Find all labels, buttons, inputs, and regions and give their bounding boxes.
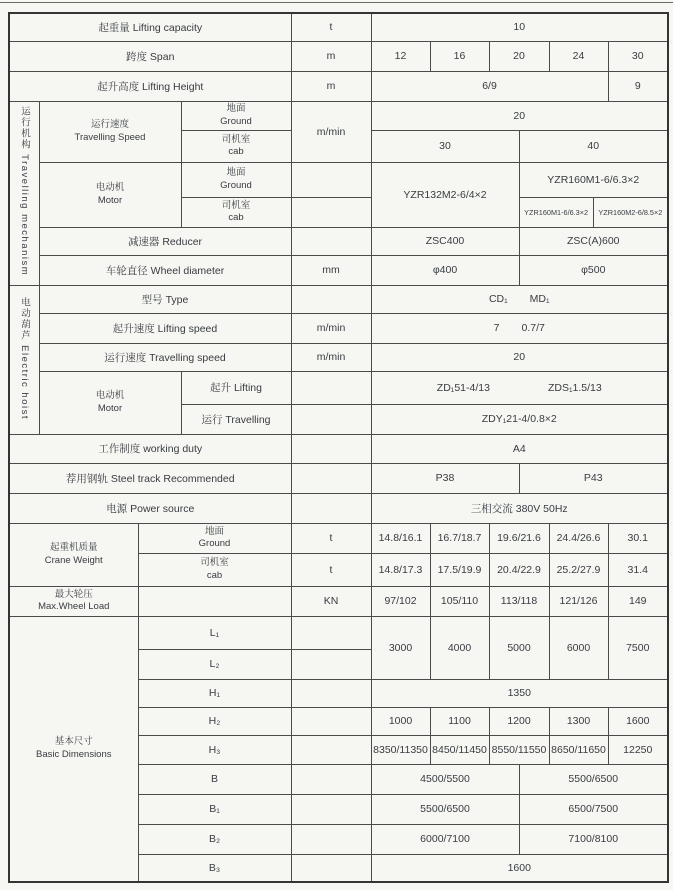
wheel-diameter-left-value: φ400 [371,255,519,285]
crane-weight-label-en: Crane Weight [44,554,103,566]
dim-h3-value: 8550/11550 [489,735,549,764]
lifting-height-label: 起升高度 Lifting Height [9,71,291,101]
power-source-label: 电源 Power source [9,493,291,523]
cab-sublabel-en: cab [206,569,223,581]
max-wheel-load-label-en: Max.Wheel Load [38,601,110,612]
section-electric-hoist [9,285,39,434]
crane-weight-cab-value: 14.8/17.3 [371,553,430,586]
empty-unit-cell [291,649,371,679]
dim-h2-value: 1300 [549,707,608,735]
crane-weight-cab-value: 31.4 [608,553,668,586]
crane-weight-label-zh: 起重机质量 [49,542,98,554]
working-duty-value: A4 [371,434,668,463]
travel-motor-right-bottom-left-value: YZR160M1-6/6.3×2 [524,207,589,217]
ground-sublabel-zh: 地面 [204,525,224,537]
basic-dimensions-label-en: Basic Dimensions [36,748,112,760]
travel-motor-left-value: YZR132M2-6/4×2 [371,162,519,227]
empty-unit-cell [291,616,371,649]
lifting-height-unit: m [291,71,371,101]
travelling-speed-ground-value: 20 [371,101,668,130]
ground-sublabel [138,523,291,553]
hoist-motor-travelling-sublabel: 运行 Travelling [181,404,291,434]
ground-sublabel-zh: 地面 [226,167,246,179]
hoist-lifting-speed-left: 7 [493,322,500,334]
hoist-lifting-speed-label: 起升速度 Lifting speed [39,313,291,343]
wheel-diameter-unit: mm [291,255,371,285]
cab-sublabel-zh: 司机室 [221,199,251,211]
hoist-type-left: CD₁ [488,293,508,305]
hoist-travelling-speed-value: 20 [371,343,668,371]
dim-l-value: 6000 [549,616,608,679]
hoist-lifting-speed-value [371,313,668,343]
cab-sublabel-zh: 司机室 [200,557,229,569]
span-label: 跨度 Span [9,41,291,71]
basic-dimensions-label [9,616,138,882]
crane-weight-ground-value: 14.8/16.1 [371,523,430,553]
section-travelling-mechanism [9,101,39,285]
reducer-left-value: ZSC400 [371,227,519,255]
dim-l1-label: L₁ [138,616,291,649]
cab-sublabel [138,553,291,586]
power-source-value: 三相交流 380V 50Hz [371,493,668,523]
dim-b3-value: 1600 [371,854,668,882]
dim-h2-label: H₂ [138,707,291,735]
lifting-capacity-value: 10 [371,13,668,41]
dim-b2-label: B₂ [138,824,291,854]
travel-motor-right-bottom [519,197,668,227]
travelling-speed-label [39,101,181,162]
travelling-mechanism-vertical-label: 运行机构 Travelling mechanism [19,106,30,277]
hoist-motor-lifting-value [371,371,668,404]
span-value: 20 [489,41,549,71]
empty-unit-cell [291,404,371,434]
max-wheel-load-value: 149 [608,586,668,616]
dim-b1-right-value: 6500/7500 [519,794,668,824]
dim-h3-value: 8350/11350 [371,735,430,764]
max-wheel-load-unit: KN [291,586,371,616]
empty-unit-cell [291,162,371,197]
cab-sublabel-en: cab [228,146,244,157]
dim-l2-label: L₂ [138,649,291,679]
hoist-motor-travelling-value: ZDY₁21-4/0.8×2 [371,404,668,434]
travel-motor-label-en: Motor [97,194,123,206]
empty-unit-cell [291,735,371,764]
steel-track-label: 荐用钢轨 Steel track Recommended [9,463,291,493]
empty-unit-cell [291,824,371,854]
reducer-right-value: ZSC(A)600 [519,227,668,255]
ground-sublabel-en: Ground [220,115,252,127]
hoist-motor-label-zh: 电动机 [95,390,125,402]
cab-sublabel [181,197,291,227]
hoist-motor-label [39,371,181,434]
dim-b2-left-value: 6000/7100 [371,824,519,854]
empty-unit-cell [291,371,371,404]
travelling-speed-label-en: Travelling Speed [74,131,146,143]
ground-sublabel-en: Ground [198,538,231,549]
span-value: 24 [549,41,608,71]
crane-weight-ground-unit: t [291,523,371,553]
hoist-type-value [371,285,668,313]
crane-weight-label [9,523,138,586]
dim-h2-value: 1600 [608,707,668,735]
travel-motor-label-zh: 电动机 [95,182,125,194]
crane-weight-cab-unit: t [291,553,371,586]
travel-motor-right-bottom-right-value: YZR160M2-6/8.5×2 [593,198,667,227]
travel-motor-right-top-value: YZR160M1-6/6.3×2 [519,162,668,197]
crane-weight-cab-value: 17.5/19.9 [430,553,489,586]
ground-sublabel-en: Ground [220,179,252,191]
empty-unit-cell [291,227,371,255]
dim-b2-right-value: 7100/8100 [519,824,668,854]
empty-unit-cell [291,707,371,735]
page-top-rule [0,2,673,3]
dim-l-value: 4000 [430,616,489,679]
max-wheel-load-value: 113/118 [489,586,549,616]
travel-motor-label [39,162,181,227]
ground-sublabel [181,101,291,130]
hoist-lifting-speed-right: 0.7/7 [521,322,545,334]
dim-h1-value: 1350 [371,679,668,707]
hoist-motor-label-en: Motor [97,402,123,414]
hoist-travelling-speed-label: 运行速度 Travelling speed [39,343,291,371]
travelling-speed-label-zh: 运行速度 [90,119,129,131]
empty-unit-cell [291,463,371,493]
crane-weight-cab-value: 25.2/27.9 [549,553,608,586]
cab-sublabel-zh: 司机室 [221,133,251,145]
span-unit: m [291,41,371,71]
dim-b3-label: B₃ [138,854,291,882]
lifting-height-value-last: 9 [608,71,668,101]
basic-dimensions-label-zh: 基本尺寸 [54,736,93,748]
wheel-diameter-label: 车轮直径 Wheel diameter [39,255,291,285]
max-wheel-load-value: 97/102 [371,586,430,616]
crane-spec-table [8,12,669,883]
hoist-motor-lifting-sublabel: 起升 Lifting [181,371,291,404]
crane-weight-ground-value: 19.6/21.6 [489,523,549,553]
electric-hoist-vertical-label: 电动葫芦 Electric hoist [19,296,30,420]
hoist-motor-lifting-left: ZD₁51-4/13 [436,381,490,394]
cab-sublabel [181,130,291,162]
empty-unit-cell [291,434,371,463]
steel-track-right-value: P43 [519,463,668,493]
empty-unit-cell [291,854,371,882]
hoist-type-right: MD₁ [529,293,550,305]
travelling-speed-unit: m/min [291,101,371,162]
hoist-type-label: 型号 Type [39,285,291,313]
dim-h3-label: H₃ [138,735,291,764]
reducer-label: 减速器 Reducer [39,227,291,255]
empty-unit-cell [291,794,371,824]
dim-h2-value: 1100 [430,707,489,735]
ground-sublabel-zh: 地面 [226,103,246,115]
dim-b-right-value: 5500/6500 [519,764,668,794]
working-duty-label: 工作制度 working duty [9,434,291,463]
hoist-travelling-speed-unit: m/min [291,343,371,371]
dim-l-value: 3000 [371,616,430,679]
travelling-speed-cab-right: 40 [519,130,668,162]
span-value: 16 [430,41,489,71]
empty-unit-cell [291,197,371,227]
dim-l-value: 7500 [608,616,668,679]
span-value: 12 [371,41,430,71]
cab-sublabel-en: cab [228,212,244,223]
crane-weight-cab-value: 20.4/22.9 [489,553,549,586]
wheel-diameter-right-value: φ500 [519,255,668,285]
lifting-capacity-unit: t [291,13,371,41]
max-wheel-load-label [9,586,138,616]
empty-unit-cell [291,285,371,313]
dim-h2-value: 1000 [371,707,430,735]
empty-unit-cell [291,764,371,794]
empty-sublabel-cell [138,586,291,616]
crane-weight-ground-value: 24.4/26.6 [549,523,608,553]
dim-l-value: 5000 [489,616,549,679]
dim-h3-value: 12250 [608,735,668,764]
dim-h3-value: 8450/11450 [430,735,489,764]
empty-unit-cell [291,679,371,707]
dim-h2-value: 1200 [489,707,549,735]
travelling-speed-cab-left: 30 [371,130,519,162]
dim-b1-label: B₁ [138,794,291,824]
hoist-lifting-speed-unit: m/min [291,313,371,343]
max-wheel-load-value: 121/126 [549,586,608,616]
steel-track-left-value: P38 [371,463,519,493]
dim-b1-left-value: 5500/6500 [371,794,519,824]
hoist-motor-lifting-right: ZDS₁1.5/13 [547,381,602,394]
dim-b-label: B [138,764,291,794]
ground-sublabel [181,162,291,197]
dim-h1-label: H₁ [138,679,291,707]
dim-h3-value: 8650/11650 [549,735,608,764]
crane-weight-ground-value: 16.7/18.7 [430,523,489,553]
dim-b-left-value: 4500/5500 [371,764,519,794]
max-wheel-load-value: 105/110 [430,586,489,616]
lifting-height-value-main: 6/9 [371,71,608,101]
span-value: 30 [608,41,668,71]
max-wheel-load-label-zh: 最大轮压 [54,588,93,600]
empty-unit-cell [291,493,371,523]
lifting-capacity-label: 起重量 Lifting capacity [9,13,291,41]
crane-weight-ground-value: 30.1 [608,523,668,553]
